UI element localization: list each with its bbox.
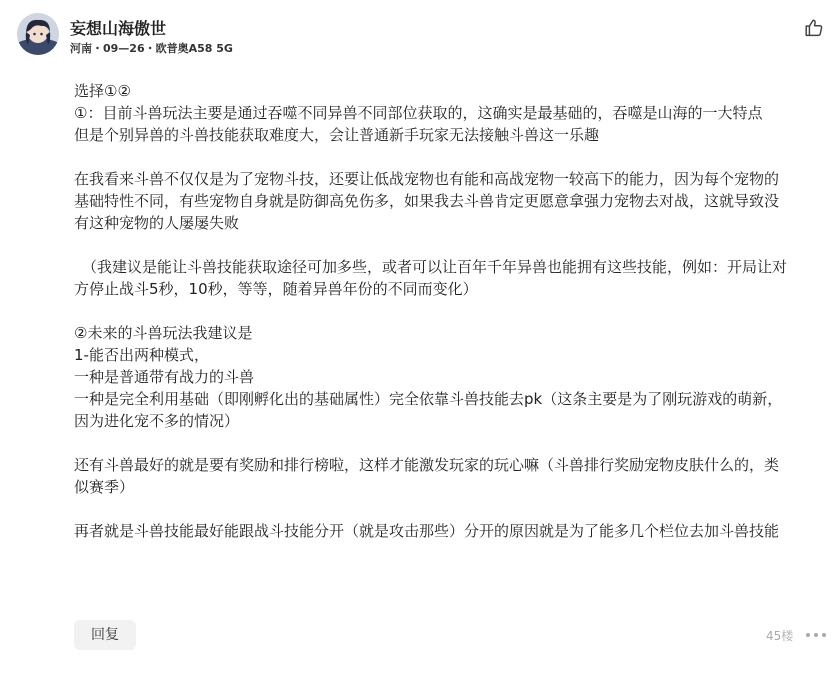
post-line: ①：目前斗兽玩法主要是通过吞噬不同异兽不同部位获取的，这确实是最基础的，吞噬是山海的一大特点 xyxy=(74,104,763,122)
post-line: 基础特性不同，有些宠物自身就是防御高免伤多，如果我去斗兽肯定更愿意拿强力宠物去对战，这就导致没 xyxy=(74,192,780,210)
author-meta: 河南・09—26・欧普奥A58 5G xyxy=(70,42,233,55)
post-line: 一种是完全利用基础（即刚孵化出的基础属性）完全依靠斗兽技能去pk（这条主要是为了刚玩游戏的萌新， xyxy=(74,390,783,408)
post-line: （我建议是能让斗兽技能获取途径可加多些，或者可以让百年千年异兽也能拥有这些技能，例如：开局让对 xyxy=(82,258,788,276)
post-line: 选择①② xyxy=(74,82,131,100)
more-button[interactable] xyxy=(806,627,826,643)
post-line: 因为进化宠不多的情况） xyxy=(74,412,240,430)
paragraph-gap xyxy=(74,432,822,454)
post-line: 似赛季） xyxy=(74,478,135,496)
post-line: 再者就是斗兽技能最好能跟战斗技能分开（就是攻击那些）分开的原因就是为了能多几个栏位去加斗兽技能 xyxy=(74,522,780,540)
post-line: 有这种宠物的人屡屡失败 xyxy=(74,214,240,232)
post-line: 在我看来斗兽不仅仅是为了宠物斗技，还要让低战宠物也有能和高战宠物一较高下的能力，因为每个宠物的 xyxy=(74,170,780,188)
like-button[interactable] xyxy=(803,17,825,39)
paragraph-gap xyxy=(74,146,822,168)
post-line: 还有斗兽最好的就是要有奖励和排行榜啦，这样才能激发玩家的玩心嘛（斗兽排行奖励宠物皮肤什么的，类 xyxy=(74,456,780,474)
post-line: 方停止战斗5秒，10秒，等等，随着异兽年份的不同而变化） xyxy=(74,280,478,298)
post-line: 1-能否出两种模式， xyxy=(74,346,209,364)
post-line: 但是个别异兽的斗兽技能获取难度大，会让普通新手玩家无法接触斗兽这一乐趣 xyxy=(74,126,600,144)
more-dots-icon xyxy=(822,633,826,637)
thumb-up-icon xyxy=(803,17,825,39)
post-content xyxy=(74,80,822,542)
author-name[interactable]: 妄想山海傲世 xyxy=(70,19,167,38)
more-dots-icon xyxy=(806,633,810,637)
paragraph-gap xyxy=(74,300,822,322)
post-line: ②未来的斗兽玩法我建议是 xyxy=(74,324,253,342)
floor-number: 45楼 xyxy=(766,629,794,643)
paragraph-gap xyxy=(74,234,822,256)
avatar-image xyxy=(17,13,59,55)
more-dots-icon xyxy=(814,633,818,637)
post-line: 一种是普通带有战力的斗兽 xyxy=(74,368,255,386)
avatar[interactable] xyxy=(17,13,59,55)
paragraph-gap xyxy=(74,498,822,520)
reply-button[interactable]: 回复 xyxy=(74,620,136,650)
